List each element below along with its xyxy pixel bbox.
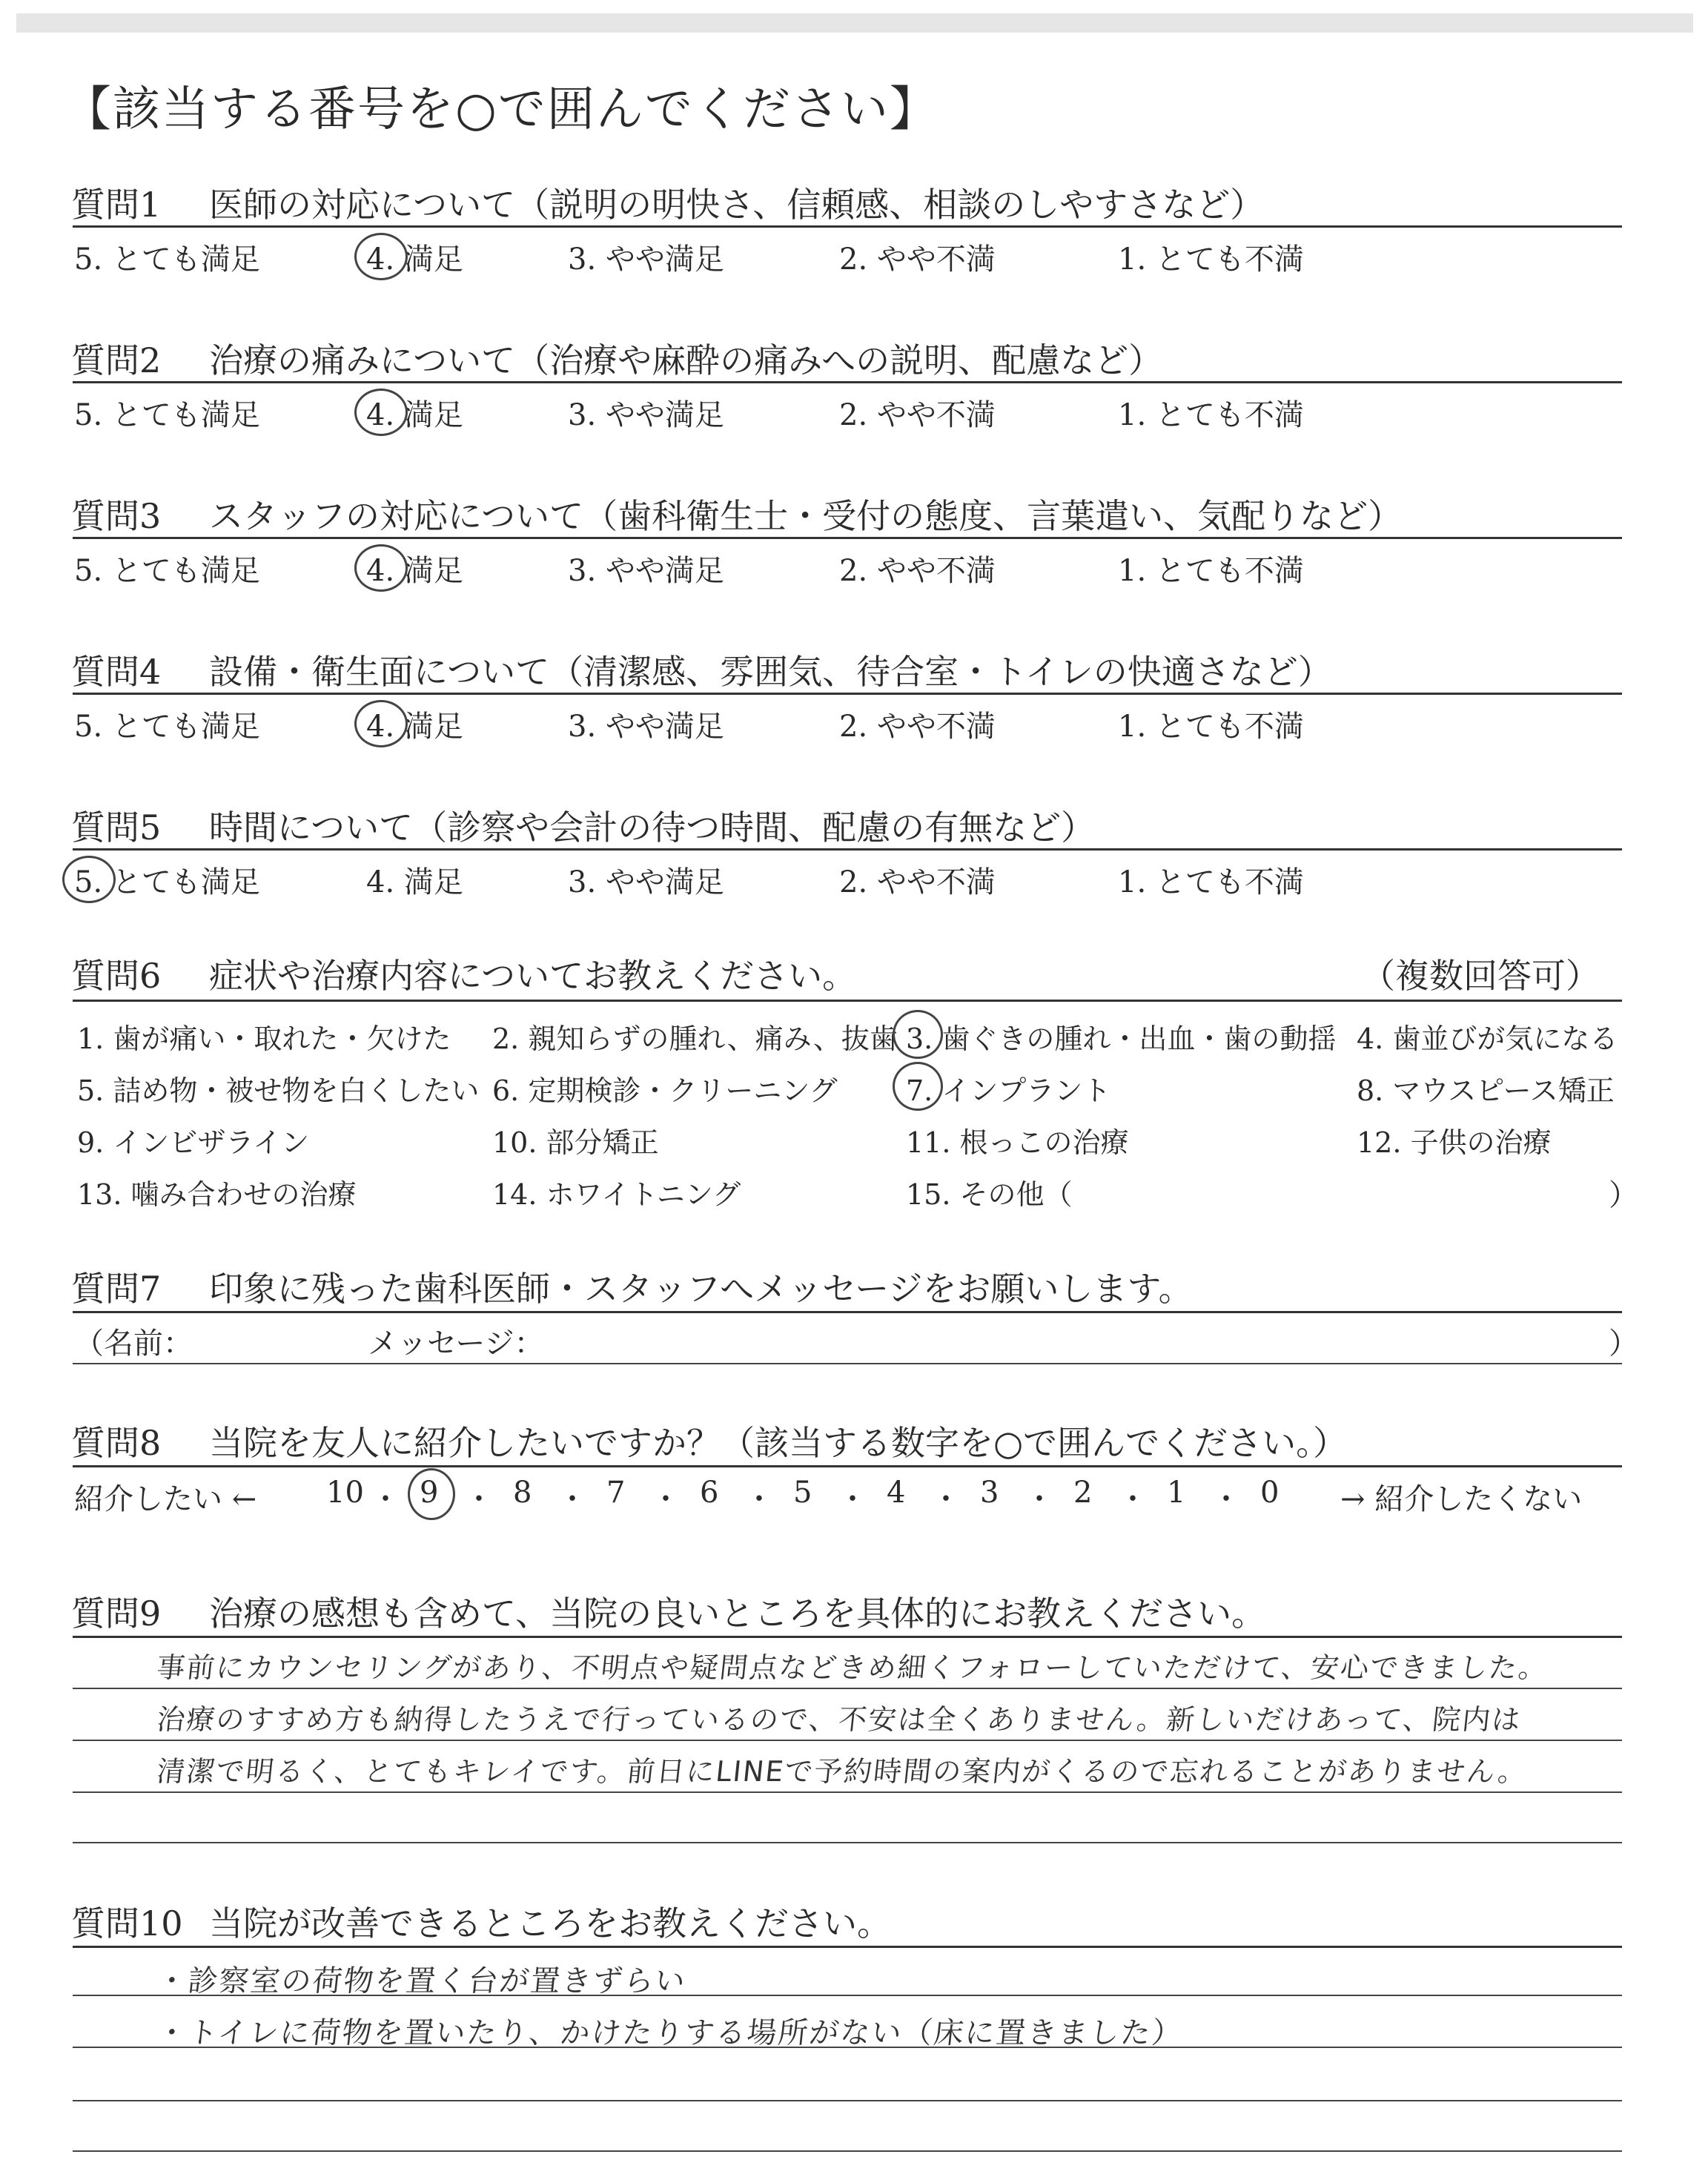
q8-scale-8[interactable]: 8 bbox=[513, 1476, 532, 1510]
q6-text: 症状や治療内容についてお教えください。 bbox=[209, 956, 857, 996]
scan-top-edge bbox=[16, 13, 1693, 33]
q5-option-2[interactable]: 2. やや不満 bbox=[839, 865, 996, 899]
q6-option-6[interactable]: 6. 定期検診・クリーニング bbox=[492, 1074, 838, 1107]
q8-scale-2[interactable]: 2 bbox=[1073, 1476, 1093, 1510]
q6-number: 質問6 bbox=[71, 956, 162, 996]
q4-rule bbox=[73, 693, 1622, 695]
q10-number: 質問10 bbox=[71, 1903, 183, 1943]
q8-separator: ・ bbox=[838, 1482, 867, 1516]
q9-answer-line-3: 清潔で明るく、とてもキレイです。前日にLINEで予約時間の案内がくるので忘れることがありません。 bbox=[155, 1755, 1529, 1788]
q9-line bbox=[73, 1791, 1622, 1793]
q4-option-2[interactable]: 2. やや不満 bbox=[839, 710, 996, 744]
q2-option-5[interactable]: 5. とても満足 bbox=[74, 398, 260, 432]
q8-scale-10[interactable]: 10 bbox=[326, 1476, 364, 1510]
q10-line bbox=[73, 2100, 1622, 2101]
q6-title bbox=[71, 949, 856, 998]
q2-option-2[interactable]: 2. やや不満 bbox=[839, 398, 996, 432]
q8-separator: ・ bbox=[1118, 1482, 1148, 1516]
q8-left-label: 紹介したい ← bbox=[74, 1482, 257, 1516]
q9-answer-line-2: 治療のすすめ方も納得したうえで行っているので、不安は全くありません。新しいだけあって、院内は bbox=[155, 1703, 1523, 1736]
q10-rule bbox=[73, 1946, 1622, 1948]
q8-right-label: → 紹介したくない bbox=[1340, 1482, 1583, 1516]
q3-title bbox=[71, 489, 1402, 538]
q9-number: 質問9 bbox=[71, 1593, 162, 1634]
q8-scale-9[interactable]: 9 bbox=[420, 1476, 439, 1510]
q8-separator: ・ bbox=[464, 1482, 494, 1516]
q3-option-1[interactable]: 1. とても不満 bbox=[1118, 554, 1304, 588]
q10-answer-line-1: ・診察室の荷物を置く台が置きずらい bbox=[155, 1964, 689, 1998]
q6-option-1[interactable]: 1. 歯が痛い・取れた・欠けた bbox=[77, 1023, 451, 1055]
q2-option-4[interactable]: 4. 満足 bbox=[366, 398, 463, 432]
q1-option-5[interactable]: 5. とても満足 bbox=[74, 242, 260, 277]
q3-selected-circle bbox=[354, 544, 408, 592]
q2-text: 治療の痛みについて（治療や麻酔の痛みへの説明、配慮など） bbox=[209, 340, 1163, 380]
q3-option-5[interactable]: 5. とても満足 bbox=[74, 554, 260, 588]
q6-option-10[interactable]: 10. 部分矯正 bbox=[492, 1126, 659, 1159]
q8-scale-1[interactable]: 1 bbox=[1167, 1476, 1186, 1510]
q6-option-15[interactable]: 15. その他（ bbox=[906, 1178, 1073, 1211]
q4-option-5[interactable]: 5. とても満足 bbox=[74, 710, 260, 744]
q4-option-1[interactable]: 1. とても不満 bbox=[1118, 710, 1304, 744]
q8-separator: ・ bbox=[931, 1482, 961, 1516]
q7-title bbox=[71, 1262, 1193, 1311]
q1-text: 医師の対応について（説明の明快さ、信頼感、相談のしやすさなど） bbox=[209, 185, 1265, 225]
q6-option-14[interactable]: 14. ホワイトニング bbox=[492, 1178, 741, 1211]
q8-separator: ・ bbox=[744, 1482, 774, 1516]
q7-number: 質問7 bbox=[71, 1269, 162, 1309]
q9-title bbox=[71, 1587, 1265, 1636]
q3-rule bbox=[73, 537, 1622, 539]
q1-title bbox=[71, 178, 1264, 227]
q2-title bbox=[71, 334, 1162, 383]
q10-line bbox=[73, 2150, 1622, 2152]
q6-option-13[interactable]: 13. 噛み合わせの治療 bbox=[77, 1178, 357, 1211]
form-header: 【該当する番号を○で囲んでください】 bbox=[64, 82, 939, 137]
q6-note: （複数回答可） bbox=[1361, 956, 1600, 996]
q7-rule bbox=[73, 1311, 1622, 1313]
q6-option-7[interactable]: 7. インプラント bbox=[906, 1074, 1111, 1107]
q1-option-4[interactable]: 4. 満足 bbox=[366, 242, 463, 277]
q4-title bbox=[71, 645, 1332, 694]
q7-text: 印象に残った歯科医師・スタッフへメッセージをお願いします。 bbox=[209, 1269, 1193, 1309]
q6-selected-circle bbox=[893, 1062, 943, 1111]
q9-line bbox=[73, 1842, 1622, 1843]
q4-selected-circle bbox=[354, 700, 408, 747]
q3-text: スタッフの対応について（歯科衛生士・受付の態度、言葉遣い、気配りなど） bbox=[209, 496, 1403, 536]
q1-number: 質問1 bbox=[71, 185, 162, 225]
q2-number: 質問2 bbox=[71, 340, 162, 380]
q9-line bbox=[73, 1740, 1622, 1741]
q9-rule bbox=[73, 1636, 1622, 1638]
q8-scale-6[interactable]: 6 bbox=[700, 1476, 719, 1510]
q6-option-9[interactable]: 9. インビザライン bbox=[77, 1126, 310, 1159]
q7-close-paren: ） bbox=[1609, 1327, 1638, 1361]
q1-option-2[interactable]: 2. やや不満 bbox=[839, 242, 996, 277]
q8-separator: ・ bbox=[371, 1482, 400, 1516]
q8-scale-0[interactable]: 0 bbox=[1260, 1476, 1280, 1510]
q2-rule bbox=[73, 381, 1622, 383]
q8-scale-3[interactable]: 3 bbox=[980, 1476, 999, 1510]
q5-selected-circle bbox=[62, 856, 116, 903]
q5-option-1[interactable]: 1. とても不満 bbox=[1118, 865, 1304, 899]
q1-option-1[interactable]: 1. とても不満 bbox=[1118, 242, 1304, 277]
q6-rule bbox=[73, 1000, 1622, 1002]
q6-selected-circle bbox=[893, 1010, 943, 1059]
q5-option-5[interactable]: 5. とても満足 bbox=[74, 865, 260, 899]
q5-option-4[interactable]: 4. 満足 bbox=[366, 865, 463, 899]
q8-title bbox=[71, 1416, 1347, 1465]
q6-close-paren: ） bbox=[1609, 1178, 1638, 1212]
q4-text: 設備・衛生面について（清潔感、雰囲気、待合室・トイレの快適さなど） bbox=[209, 652, 1332, 692]
q3-option-2[interactable]: 2. やや不満 bbox=[839, 554, 996, 588]
q1-selected-circle bbox=[354, 233, 408, 280]
q8-scale-5[interactable]: 5 bbox=[793, 1476, 812, 1510]
q7-message-label: メッセージ： bbox=[368, 1327, 544, 1361]
q5-option-3[interactable]: 3. やや満足 bbox=[568, 865, 724, 899]
q7-name-label: （名前： bbox=[74, 1327, 193, 1361]
q3-option-3[interactable]: 3. やや満足 bbox=[568, 554, 724, 588]
q8-selected-circle bbox=[408, 1468, 455, 1520]
q8-separator: ・ bbox=[1211, 1482, 1241, 1516]
q5-text: 時間について（診察や会計の待つ時間、配慮の有無など） bbox=[209, 807, 1096, 848]
q1-option-3[interactable]: 3. やや満足 bbox=[568, 242, 724, 277]
q8-scale-4[interactable]: 4 bbox=[887, 1476, 906, 1510]
q8-rule bbox=[73, 1465, 1622, 1467]
q2-selected-circle bbox=[354, 389, 408, 436]
q6-option-5[interactable]: 5. 詰め物・被せ物を白くしたい bbox=[77, 1074, 480, 1107]
q8-text: 当院を友人に紹介したいですか？（該当する数字を○で囲んでください。） bbox=[209, 1423, 1348, 1463]
q6-option-11[interactable]: 11. 根っこの治療 bbox=[906, 1126, 1129, 1159]
q8-separator: ・ bbox=[1025, 1482, 1054, 1516]
q8-number: 質問8 bbox=[71, 1423, 162, 1463]
q4-option-3[interactable]: 3. やや満足 bbox=[568, 710, 724, 744]
q6-option-2[interactable]: 2. 親知らずの腫れ、痛み、抜歯 bbox=[492, 1023, 898, 1055]
q8-scale-7[interactable]: 7 bbox=[606, 1476, 626, 1510]
q3-number: 質問3 bbox=[71, 496, 162, 536]
q9-answer-line-1: 事前にカウンセリングがあり、不明点や疑問点などきめ細くフォローしていただけて、安心できました。 bbox=[155, 1651, 1550, 1684]
q4-option-4[interactable]: 4. 満足 bbox=[366, 710, 463, 744]
q4-number: 質問4 bbox=[71, 652, 162, 692]
q8-separator: ・ bbox=[557, 1482, 587, 1516]
q10-title bbox=[71, 1897, 891, 1946]
q8-separator: ・ bbox=[651, 1482, 681, 1516]
q1-rule bbox=[73, 225, 1622, 228]
q5-number: 質問5 bbox=[71, 807, 162, 848]
q6-option-12[interactable]: 12. 子供の治療 bbox=[1357, 1126, 1552, 1159]
q6-option-8[interactable]: 8. マウスピース矯正 bbox=[1357, 1074, 1615, 1107]
q10-answer-line-2: ・トイレに荷物を置いたり、かけたりする場所がない（床に置きました） bbox=[155, 2016, 1185, 2050]
q2-option-3[interactable]: 3. やや満足 bbox=[568, 398, 724, 432]
q6-option-3[interactable]: 3. 歯ぐきの腫れ・出血・歯の動揺 bbox=[906, 1023, 1337, 1055]
q6-option-4[interactable]: 4. 歯並びが気になる bbox=[1357, 1023, 1618, 1055]
q5-title bbox=[71, 801, 1095, 850]
q9-line bbox=[73, 1688, 1622, 1689]
q10-text: 当院が改善できるところをお教えください。 bbox=[209, 1903, 891, 1943]
q2-option-1[interactable]: 1. とても不満 bbox=[1118, 398, 1304, 432]
q5-rule bbox=[73, 848, 1622, 851]
q7-answer-line bbox=[73, 1363, 1622, 1364]
q9-text: 治療の感想も含めて、当院の良いところを具体的にお教えください。 bbox=[209, 1593, 1266, 1634]
q3-option-4[interactable]: 4. 満足 bbox=[366, 554, 463, 588]
